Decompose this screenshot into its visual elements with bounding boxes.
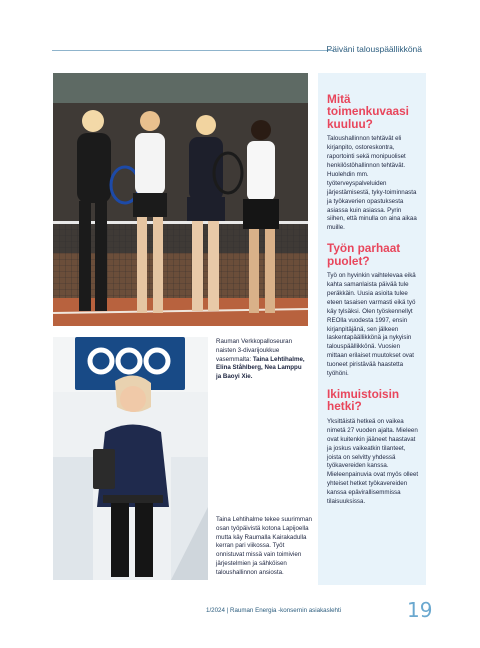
office-photo: [53, 337, 208, 580]
caption-lead: Rauman Verkkopalloseuran naisten 3-divarijoukkue vasemmalta:: [216, 338, 293, 363]
page-number: 19: [407, 598, 433, 622]
header-rule: [52, 50, 334, 51]
qa-sidebar: [318, 73, 426, 585]
sidebar-body-3: Yksittäistä hetkeä on vaikea nimetä 27 vuoden ajalta. Mieleen ovat kuitenkin jääneet haastavat ja joskus vaikeatkin tilanteet, joista on selvitty yhdessä työkavereiden kanssa. Mieleenpainuvia ovat myös olleet yhteiset hetket työkavereiden kanssa epävirallisemmissa tilaisuuksissa.: [327, 417, 419, 506]
sidebar-heading-1: Mitä toimenkuvaasi kuuluu?: [327, 92, 409, 131]
tennis-photo-caption: [216, 338, 308, 382]
tennis-team-photo: [53, 73, 308, 326]
sidebar-body-1: Taloushallinnon tehtävät eli kirjanpito, ostoreskontra, raportointi sekä monipuoliset henkilöstöhallinnon tehtävät. Huolehdin mm. työterveyspalveluiden järjestämisestä, tyky-toiminnasta ja työkaverien opastuksesta asiassa kuin asiassa. Pyrin siihen, että minulla on aina aikaa muille.: [327, 135, 417, 232]
caption-names: Taina Lehtihalme, Elina Ståhlberg, Nea Lamppu ja Baoyi Xie.: [216, 355, 305, 381]
sidebar-heading-2: Työn parhaat puolet?: [327, 241, 401, 268]
office-photo-caption: Taina Lehtihalme tekee suurimman osan työpäivistä kotona Lapijoella mutta käy Raumalla Kairakadulla kerran pari viikossa. Työt onnistuvat missä vain toimivien järjestelmien ja sähköisen taloushallinnon ansiosta.: [216, 516, 312, 576]
footer-publication: 1/2024 | Rauman Energia -konsernin asiakaslehti: [206, 607, 342, 614]
sidebar-body-2: Työ on hyvinkin vaihtelevaa eikä kahta samanlaista päivää tule peräkkäin. Uusia asioita tulee eteen tasaisen varmasti eikä työ käy tylsäksi. Olen työskennellyt REOlla vuodesta 1997, ensin kirjanpitäjänä, sen jälkeen laskentapäällikkönä ja nykyisin talouspäällikkönä. Vuosien mittaan erilaiset muutokset ovat tuoneet piristävää haastetta työhöni.: [327, 272, 416, 378]
section-title: Päiväni talouspäällikkönä: [326, 44, 422, 54]
sidebar-heading-3: Ikimuistoisin hetki?: [327, 387, 400, 414]
